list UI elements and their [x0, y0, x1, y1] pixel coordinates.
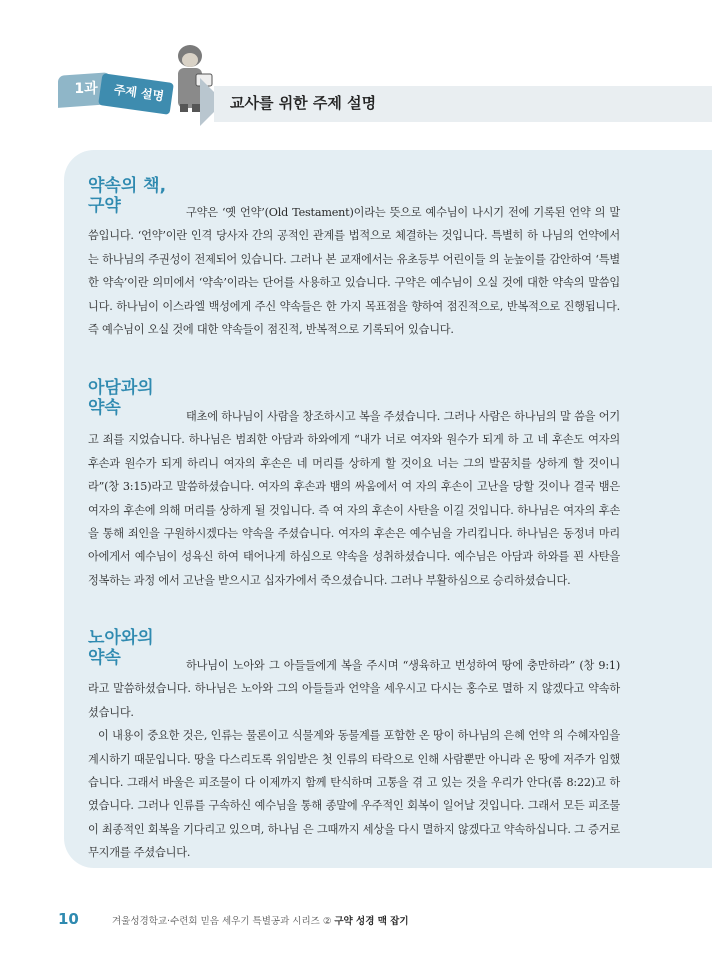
- section-old-testament-body: [88, 201, 620, 341]
- text-line: 고 네 후손도 여자의 후손과 원수가 되게 하리니 여자의 후손은 네 머리를 상하게 할 것이요 너는: [88, 433, 620, 470]
- section-paragraph: [88, 724, 620, 864]
- text-line: 에서 고난을 받으시고 십자가에서 죽으셨습니다. 그러나 부활하심으로 승리하셨습니다.: [158, 573, 571, 587]
- text-line: 태초에 하나님이 사람을 창조하시고 복을 주셨습니다. 그러나 사람은 하나님의 말: [186, 410, 571, 423]
- text-line: 의 수혜자임을 계시하기 때문입니다. 땅을 다스리도록 위임받은 첫 인류의 타락으로 인해 사람뿐만: [88, 729, 621, 766]
- text-line: 아니라 온 땅에 저주가 임했습니다. 그래서 바울은 피조물이 다 이제까지 함께 탄식하며 고통을 겪: [88, 752, 620, 790]
- page-number: 10: [58, 910, 79, 928]
- text-line: 씀을 어기고 죄를 지었습니다. 하나님은 범죄한 아담과 하와에게 “내가 너로 여자와 원수가 되게 하: [88, 410, 620, 447]
- page-header: [0, 0, 712, 150]
- section-noah-body: [88, 654, 620, 865]
- section-paragraph: [88, 654, 620, 724]
- section-title-line1: 약속의 책,: [88, 176, 167, 196]
- text-line: 반복적으로 기록되어 있습니다.: [305, 323, 454, 337]
- page-title: 교사를 위한 주제 설명: [230, 94, 377, 112]
- footer-series: [112, 913, 409, 927]
- text-line: 우주적인 회복이 일어날 것입니다. 그래서 모든 피조물이 최종적인 회복을 기다리고 있으며, 하나님: [88, 799, 620, 836]
- text-line: 구약은 ‘옛 언약’(Old Testament)이라는 뜻으로 예수님이 나시기 전에 기록된 언약: [186, 206, 591, 219]
- text-line: 자의 후손이 사탄을 이길 것입니다. 하나님은 여자의 후손을 통해 죄인을 구원하시겠다는 약속을: [88, 503, 620, 541]
- text-line: 하여 태어나게 하심으로 약속을 성취하셨습니다. 예수님은 아담과 하와를 꾄 사탄을 정복하는 과정: [88, 550, 620, 587]
- text-line: 자의 후손이 고난을 당할 것이나 결국 뱀은 여자의 후손에 의해 머리를 상하게 될 것입니다. 즉 여: [88, 480, 621, 517]
- topic-label: 주제 설명: [112, 82, 165, 104]
- section-title-line2: 약속: [88, 648, 121, 668]
- section-adam-body: [88, 405, 620, 592]
- text-line: 예수님이 오실 것에 대한 약속의 말씀입니다. 하나님이 이스라엘 백성에게 주신 약속들은 한 가지: [88, 276, 621, 313]
- lesson-label: 1과: [74, 81, 98, 97]
- footer-series-text: 겨울성경학교·수련회 믿음 세우기 특별공과 시리즈 ②: [112, 916, 335, 927]
- text-line: 이 내용이 중요한 것은, 인류는 물론이고 식물계와 동물계를 포함한 온 땅이 하나님의 은혜 언약: [98, 729, 550, 743]
- text-line: 주셨습니다. 여자의 후손은 예수님을 가리킵니다. 하나님은 동정녀 마리아에게서 예수님이 성육신: [88, 527, 620, 564]
- section-title-line1: 노아와의: [88, 628, 154, 648]
- section-paragraph: [88, 201, 620, 341]
- section-title-line2: 구약: [88, 196, 121, 216]
- text-line: 하나님이 노아와 그 아들들에게 복을 주시며 “생육하고 번성하여 땅에 충만하라”: [186, 659, 576, 672]
- text-line: 그의 발꿈치를 상하게 할 것이니라”(창 3:15)라고 말씀하셨습니다. 여자의 후손과 뱀의 싸움에서 여: [88, 456, 621, 494]
- text-line: 의 말씀입니다. ‘언약’이란 인격 당사자 간의 공적인 관계를 법적으로 체결하는 것입니다. 특별히 하: [88, 206, 620, 243]
- text-line: 고 있는 것을 우리가 안다(롬 8:22)고 하였습니다. 그러나 인류를 구속하신 예수님을 통해 종말에: [88, 776, 620, 813]
- text-line: 지 않겠다고 약속하셨습니다.: [88, 682, 621, 719]
- section-title-line1: 아담과의: [88, 378, 154, 398]
- text-line: 은 그때까지 세상을 다시 멸하지 않겠다고 약속하십니다. 그 증거로 무지개를 주셨습니다.: [88, 822, 621, 860]
- text-line: 목표점을 향하여 점진적으로, 반복적으로 진행됩니다. 즉 예수님이 오실 것에 대한 약속들이 점진적,: [88, 299, 620, 337]
- text-line: 의 눈높이를 감안하여 ‘특별한 약속’이란 의미에서 ‘약속’이라는 단어를 사용하고 있습니다. 구약은: [88, 252, 621, 290]
- text-line: 나님의 언약에서는 하나님의 주권성이 전제되어 있습니다. 그러나 본 교재에서는 유초등부 어린이들: [88, 229, 621, 266]
- footer-book-title: 구약 성경 맥 잡기: [334, 916, 409, 927]
- section-paragraph: [88, 405, 620, 592]
- section-title-line2: 약속: [88, 398, 121, 418]
- text-line: (창 9:1)라고 말씀하셨습니다. 하나님은 노아와 그의 아들들과 언약을 세우시고 다시는 홍수로 멸하: [88, 659, 620, 696]
